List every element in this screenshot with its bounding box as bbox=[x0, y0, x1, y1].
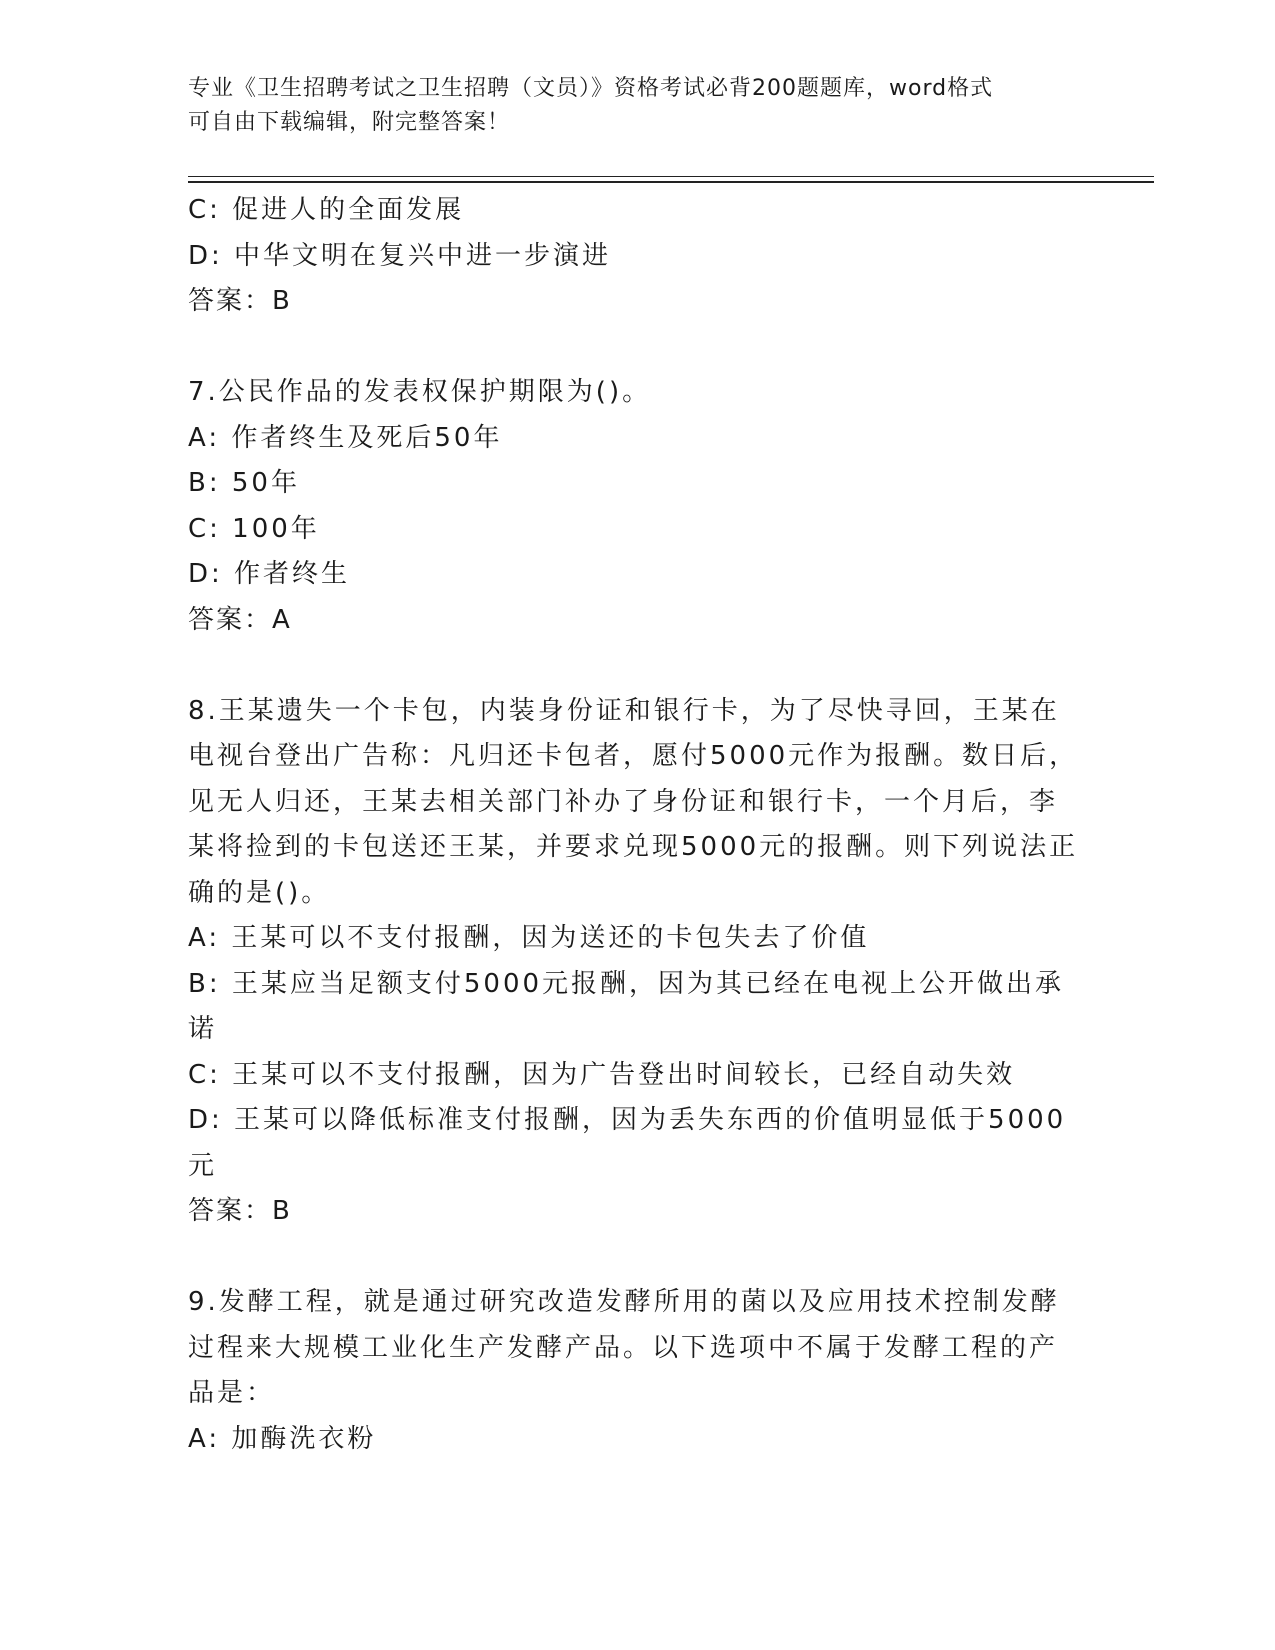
answer-label: 答案：A bbox=[188, 604, 292, 635]
option-b-line-2: 诺 bbox=[188, 1014, 218, 1044]
option-a: A: 作者终生及死后50年 bbox=[188, 422, 503, 453]
question-9 bbox=[188, 1280, 1088, 1462]
document-body bbox=[188, 188, 1088, 1462]
header-line-2: 可自由下载编辑，附完整答案！ bbox=[188, 110, 511, 135]
question-stem: 7.公民作品的发表权保护期限为()。 bbox=[188, 377, 652, 407]
option-d: D: 中华文明在复兴中进一步演进 bbox=[188, 240, 612, 271]
answer-label: 答案：B bbox=[188, 286, 292, 316]
spacer bbox=[188, 643, 1088, 689]
document-header bbox=[188, 72, 1068, 140]
answer-label: 答案：B bbox=[188, 1196, 292, 1226]
question-7 bbox=[188, 370, 1088, 643]
option-b-line-1: B: 王某应当足额支付5000元报酬，因为其已经在电视上公开做出承 bbox=[188, 968, 1065, 999]
question-stem-line-5: 确的是()。 bbox=[188, 877, 331, 908]
option-c: C: 促进人的全面发展 bbox=[188, 195, 465, 225]
header-line-1: 专业《卫生招聘考试之卫生招聘（文员）》资格考试必背200题题库，word格式 bbox=[188, 76, 994, 101]
question-stem-line-1: 8.王某遗失一个卡包，内装身份证和银行卡，为了尽快寻回，王某在 bbox=[188, 695, 1060, 726]
spacer bbox=[188, 325, 1088, 371]
question-stem-line-4: 某将捡到的卡包送还王某，并要求兑现5000元的报酬。则下列说法正 bbox=[188, 832, 1079, 862]
header-rule-thick bbox=[188, 181, 1154, 183]
option-a: A: 加酶洗衣粉 bbox=[188, 1423, 377, 1454]
option-c: C: 王某可以不支付报酬，因为广告登出时间较长，已经自动失效 bbox=[188, 1059, 1016, 1090]
question-stem-line-3: 品是： bbox=[188, 1378, 276, 1408]
header-rule-thin bbox=[188, 176, 1154, 177]
option-c: C: 100年 bbox=[188, 513, 320, 544]
spacer bbox=[188, 1235, 1088, 1281]
option-a: A: 王某可以不支付报酬，因为送还的卡包失去了价值 bbox=[188, 923, 870, 953]
option-b: B: 50年 bbox=[188, 468, 300, 498]
question-stem-line-3: 见无人归还，王某去相关部门补办了身份证和银行卡，一个月后，李 bbox=[188, 786, 1059, 817]
question-stem-line-1: 9.发酵工程，就是通过研究改造发酵所用的菌以及应用技术控制发酵 bbox=[188, 1287, 1060, 1317]
question-6-tail bbox=[188, 188, 1088, 325]
question-stem-line-2: 过程来大规模工业化生产发酵产品。以下选项中不属于发酵工程的产 bbox=[188, 1332, 1059, 1363]
question-stem-line-2: 电视台登出广告称：凡归还卡包者，愿付5000元作为报酬。数日后， bbox=[188, 741, 1079, 771]
option-d-line-1: D: 王某可以降低标准支付报酬，因为丢失东西的价值明显低于5000 bbox=[188, 1105, 1067, 1135]
option-d: D: 作者终生 bbox=[188, 559, 351, 589]
question-8 bbox=[188, 689, 1088, 1235]
option-d-line-2: 元 bbox=[188, 1150, 218, 1181]
